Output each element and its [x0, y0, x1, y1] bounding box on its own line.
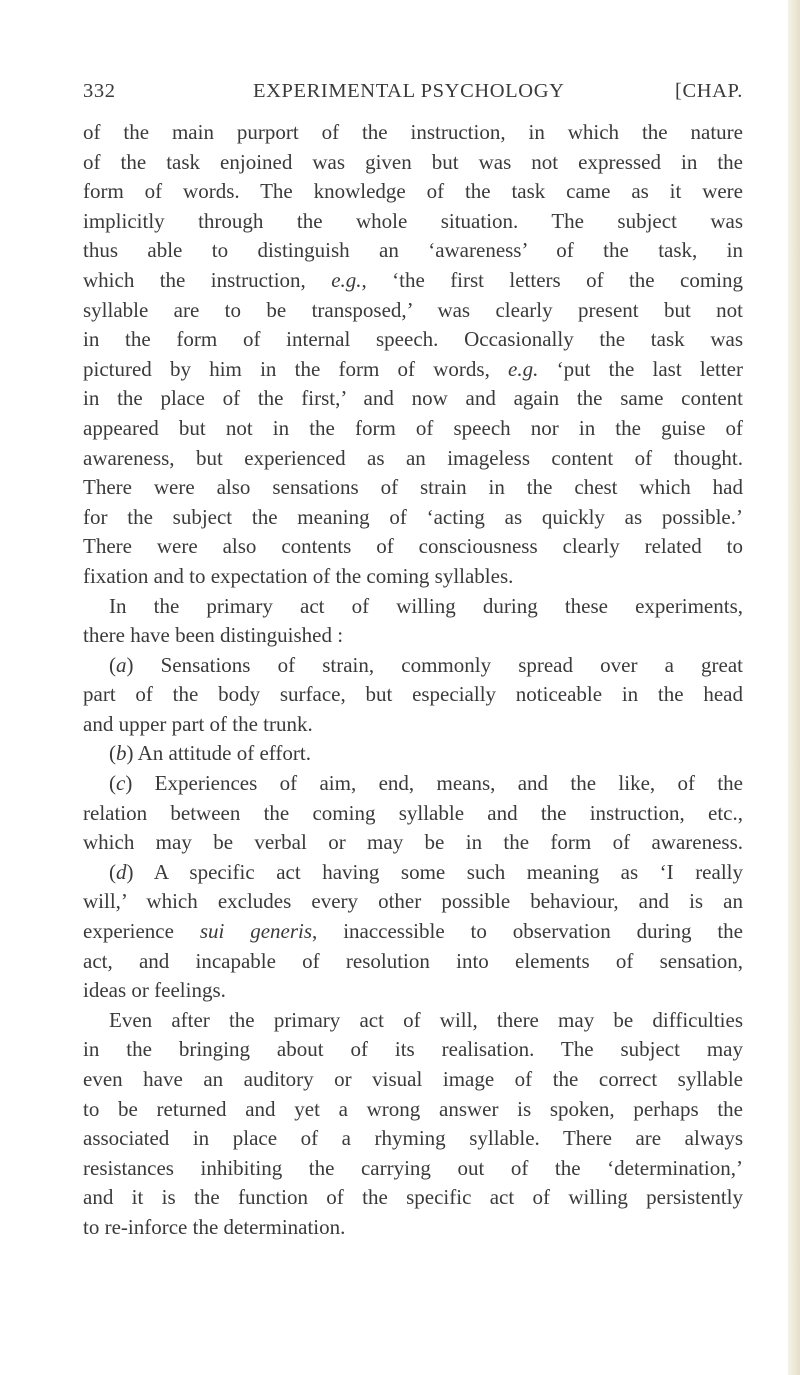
text-segment: pictured by him in the form of words, [83, 356, 509, 381]
text-line [83, 828, 743, 858]
body-text [83, 118, 743, 1243]
text-line [83, 266, 743, 296]
italic-text: e.g. [508, 356, 539, 381]
italic-text: a [116, 652, 127, 677]
text-line [83, 177, 743, 207]
text-line [83, 444, 743, 474]
italic-text: sui generis [199, 919, 313, 944]
text-line [83, 1095, 743, 1125]
text-line [83, 947, 743, 977]
text-line [83, 858, 743, 888]
text-line [83, 384, 743, 414]
text-line [83, 710, 743, 740]
text-segment: ) Sensations of strain, commonly spread over a great [126, 652, 743, 677]
text-segment: implicitly through the whole situation. The subject was [83, 208, 743, 233]
text-segment: Even after the primary act of will, there may be difficulties [109, 1007, 743, 1032]
text-segment: even have an auditory or visual image of the correct syllable [83, 1067, 743, 1091]
text-line [83, 562, 743, 592]
italic-text: e.g. [331, 267, 362, 292]
text-segment: ideas or feelings. [83, 978, 226, 1003]
text-segment: in the form of internal speech. Occasionally the task was [83, 327, 743, 352]
page-edge [788, 0, 800, 1375]
text-segment: of the main purport of the instruction, in which the nature [83, 120, 743, 144]
text-segment: ) A specific act having some such meaning as ‘I really [126, 859, 743, 884]
text-segment: which the instruction, [83, 267, 332, 292]
text-line [83, 917, 743, 947]
text-line [83, 148, 743, 178]
text-line [83, 1213, 743, 1243]
text-segment: and it is the function of the specific act of willing persistently [83, 1185, 743, 1210]
text-segment: form of words. The knowledge of the task came as it were [83, 179, 743, 204]
text-segment: thus able to distinguish an ‘awareness’ of the task, in [83, 238, 743, 263]
italic-text: b [116, 741, 127, 766]
text-segment: ( [109, 741, 116, 766]
text-segment: for the subject the meaning of ‘acting as quickly as possible.’ [83, 504, 743, 529]
text-segment: ) Experiences of aim, end, means, and the like, of the [125, 771, 743, 796]
text-segment: resistances inhibiting the carrying out of the ‘determination,’ [83, 1155, 743, 1180]
text-line [83, 680, 743, 710]
italic-text: d [116, 859, 127, 884]
text-segment: fixation and to expectation of the coming syllables. [83, 563, 514, 588]
text-line [83, 1065, 743, 1095]
text-line [83, 799, 743, 829]
text-segment: syllable are to be transposed,’ was clearly present but not [83, 297, 743, 322]
text-segment: to be returned and yet a wrong answer is spoken, perhaps the [83, 1096, 743, 1121]
text-segment: and upper part of the trunk. [83, 711, 313, 736]
text-segment: ) An attitude of effort. [126, 741, 311, 766]
text-segment: , inaccessible to observation during the [312, 919, 743, 944]
text-line [83, 1183, 743, 1213]
text-line [83, 1006, 743, 1036]
running-header [83, 80, 743, 110]
text-segment: of the task enjoined was given but was not expressed in the [83, 149, 743, 174]
text-segment: there have been distinguished : [83, 623, 344, 648]
text-line [83, 414, 743, 444]
text-segment: relation between the coming syllable and the instruction, etc., [83, 800, 743, 825]
text-segment: ( [109, 652, 116, 677]
text-line [83, 296, 743, 326]
text-segment: experience [83, 919, 200, 944]
text-segment: which may be verbal or may be in the form of awareness. [83, 830, 743, 855]
text-line [83, 976, 743, 1006]
text-line [83, 651, 743, 681]
italic-text: c [116, 771, 126, 796]
running-title: EXPERIMENTAL PSYCHOLOGY [253, 80, 565, 102]
text-line [83, 1154, 743, 1184]
text-line [83, 739, 743, 769]
text-line [83, 1035, 743, 1065]
chapter-label: [CHAP. [675, 80, 743, 102]
text-segment: awareness, but experienced as an imageless content of thought. [83, 445, 743, 470]
text-segment: will,’ which excludes every other possible behaviour, and is an [83, 889, 743, 914]
text-line [83, 473, 743, 503]
text-line [83, 769, 743, 799]
text-segment: In the primary act of willing during these experiments, [109, 593, 743, 618]
text-line [83, 118, 743, 148]
page-number: 332 [83, 80, 116, 102]
text-segment: in the place of the first,’ and now and again the same content [83, 386, 743, 411]
text-segment: associated in place of a rhyming syllable. There are always [83, 1126, 743, 1151]
text-line [83, 355, 743, 385]
text-segment: act, and incapable of resolution into elements of sensation, [83, 948, 743, 973]
text-segment: There were also contents of consciousness clearly related to [83, 534, 743, 559]
text-segment: to re-inforce the determination. [83, 1214, 346, 1239]
text-line [83, 592, 743, 622]
text-segment: part of the body surface, but especially noticeable in the head [83, 682, 743, 707]
text-line [83, 207, 743, 237]
text-segment: ( [109, 859, 116, 884]
text-line [83, 532, 743, 562]
text-segment: in the bringing about of its realisation. The subject may [83, 1037, 743, 1062]
text-segment: , ‘the first letters of the coming [361, 267, 743, 292]
text-segment: ‘put the last letter [538, 356, 743, 381]
text-segment: ( [109, 771, 116, 796]
text-line [83, 236, 743, 266]
text-line [83, 1124, 743, 1154]
text-segment: appeared but not in the form of speech nor in the guise of [83, 415, 743, 440]
text-line [83, 887, 743, 917]
text-line [83, 621, 743, 651]
text-segment: There were also sensations of strain in the chest which had [83, 475, 743, 500]
text-line [83, 325, 743, 355]
text-line [83, 503, 743, 533]
